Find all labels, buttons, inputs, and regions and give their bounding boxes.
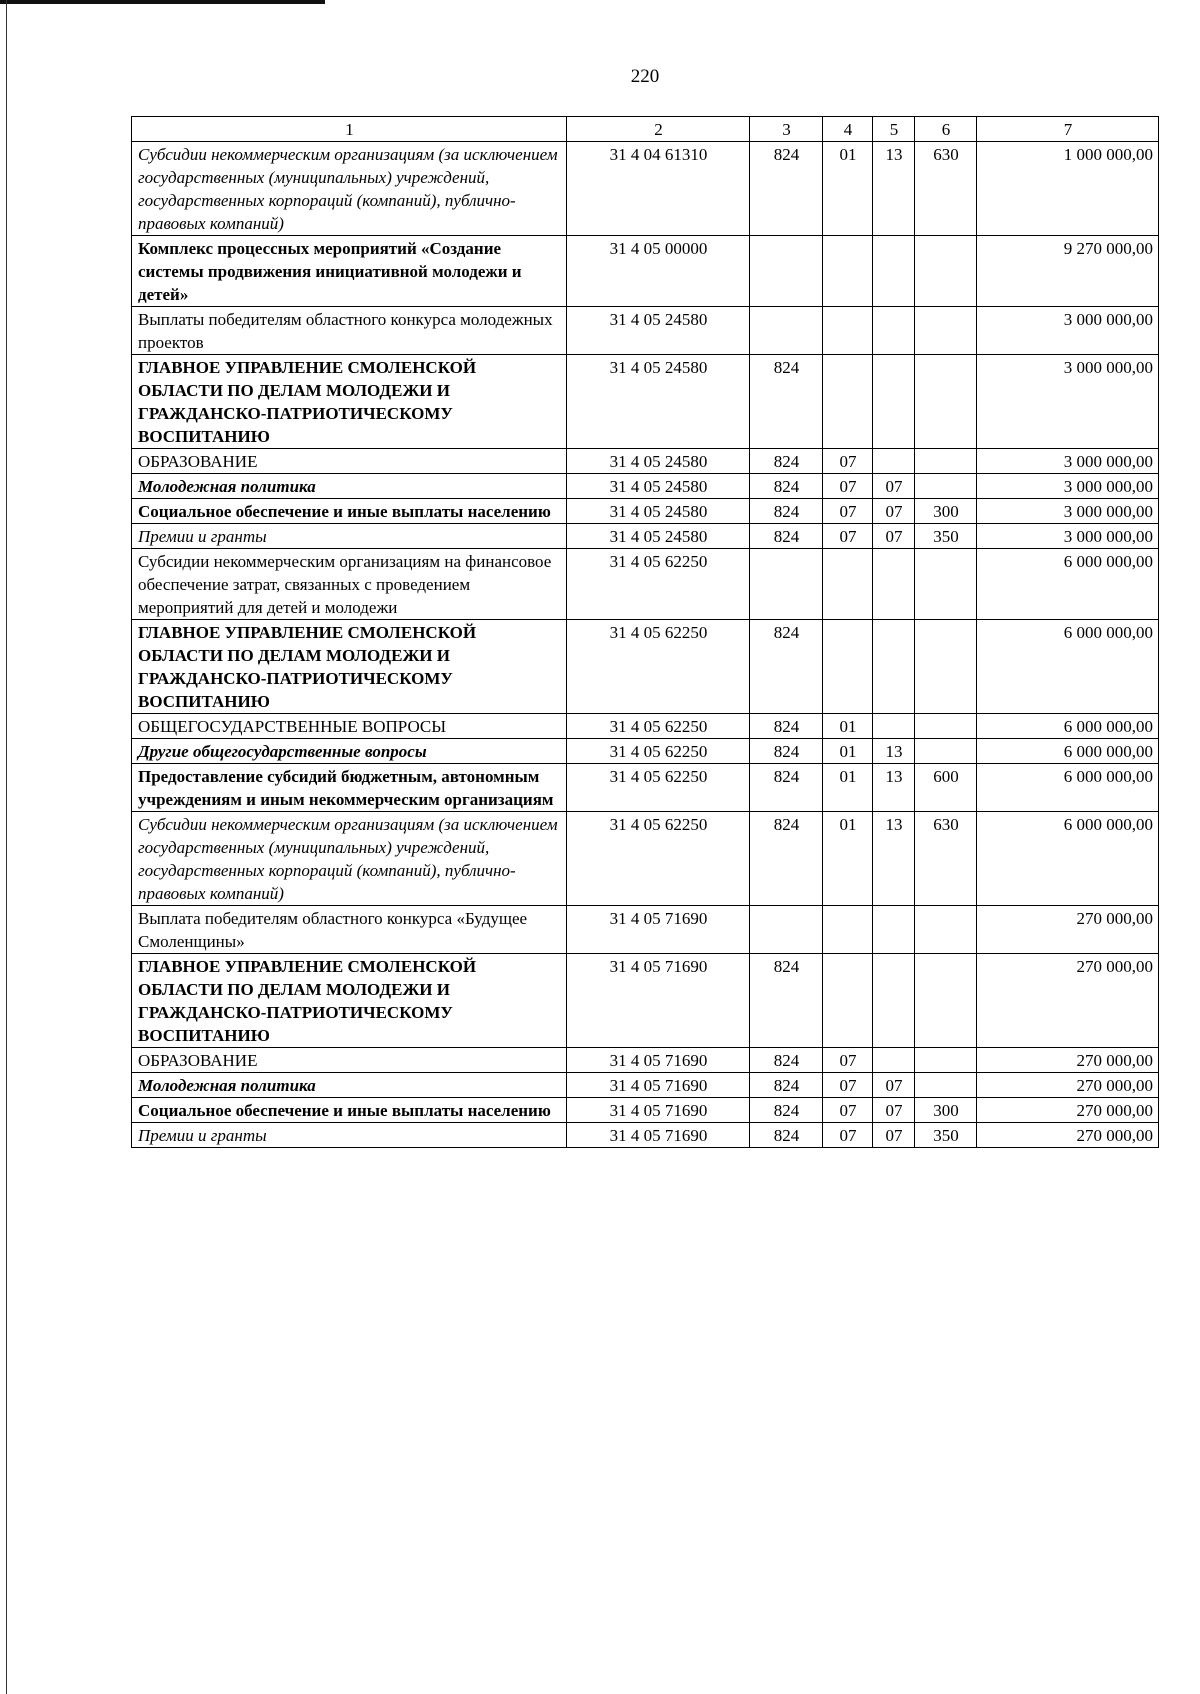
grbs-code-cell: 824 bbox=[750, 739, 823, 764]
section-code-cell: 01 bbox=[823, 739, 873, 764]
subsection-code-cell: 07 bbox=[873, 499, 915, 524]
amount-cell: 6 000 000,00 bbox=[977, 714, 1159, 739]
expense-type-cell bbox=[915, 474, 977, 499]
grbs-code-cell: 824 bbox=[750, 812, 823, 906]
section-code-cell: 07 bbox=[823, 449, 873, 474]
grbs-code-cell: 824 bbox=[750, 1073, 823, 1098]
grbs-code-cell: 824 bbox=[750, 954, 823, 1048]
expense-type-cell: 350 bbox=[915, 524, 977, 549]
expense-type-cell bbox=[915, 549, 977, 620]
section-code-cell: 07 bbox=[823, 1073, 873, 1098]
grbs-code-cell: 824 bbox=[750, 1123, 823, 1148]
header-cell: 1 bbox=[132, 117, 567, 142]
grbs-code-cell: 824 bbox=[750, 1098, 823, 1123]
grbs-code-cell: 824 bbox=[750, 764, 823, 812]
target-code-cell: 31 4 05 62250 bbox=[567, 764, 750, 812]
item-name-cell: Выплаты победителям областного конкурса молодежных проектов bbox=[132, 307, 567, 355]
subsection-code-cell: 13 bbox=[873, 764, 915, 812]
item-name-cell: Другие общегосударственные вопросы bbox=[132, 739, 567, 764]
header-cell: 3 bbox=[750, 117, 823, 142]
expense-type-cell bbox=[915, 620, 977, 714]
expense-type-cell bbox=[915, 1073, 977, 1098]
item-name-cell: Молодежная политика bbox=[132, 1073, 567, 1098]
item-name-cell: ГЛАВНОЕ УПРАВЛЕНИЕ СМОЛЕНСКОЙ ОБЛАСТИ ПО ДЕЛАМ МОЛОДЕЖИ И ГРАЖДАНСКО-ПАТРИОТИЧЕСКОМУ ВОСПИТАНИЮ bbox=[132, 620, 567, 714]
table-row bbox=[132, 620, 1159, 714]
section-code-cell: 01 bbox=[823, 812, 873, 906]
grbs-code-cell: 824 bbox=[750, 620, 823, 714]
page-number: 220 bbox=[630, 66, 660, 87]
scan-edge-left bbox=[6, 0, 7, 1694]
item-name-cell: Субсидии некоммерческим организациям (за исключением государственных (муниципальных) учреждений, государственных корпораций (компаний), публично-правовых компаний) bbox=[132, 142, 567, 236]
grbs-code-cell: 824 bbox=[750, 524, 823, 549]
expense-type-cell bbox=[915, 355, 977, 449]
target-code-cell: 31 4 05 24580 bbox=[567, 449, 750, 474]
target-code-cell: 31 4 05 24580 bbox=[567, 355, 750, 449]
item-name-cell: Выплата победителям областного конкурса «Будущее Смоленщины» bbox=[132, 906, 567, 954]
table-row bbox=[132, 906, 1159, 954]
table-row bbox=[132, 812, 1159, 906]
grbs-code-cell: 824 bbox=[750, 355, 823, 449]
amount-cell: 3 000 000,00 bbox=[977, 474, 1159, 499]
subsection-code-cell bbox=[873, 714, 915, 739]
table-body bbox=[132, 142, 1159, 1148]
target-code-cell: 31 4 05 62250 bbox=[567, 620, 750, 714]
expense-type-cell bbox=[915, 906, 977, 954]
subsection-code-cell: 13 bbox=[873, 739, 915, 764]
section-code-cell: 07 bbox=[823, 1048, 873, 1073]
table-row bbox=[132, 307, 1159, 355]
header-cell: 2 bbox=[567, 117, 750, 142]
section-code-cell: 07 bbox=[823, 1123, 873, 1148]
table-row bbox=[132, 1073, 1159, 1098]
subsection-code-cell bbox=[873, 620, 915, 714]
amount-cell: 270 000,00 bbox=[977, 954, 1159, 1048]
table-row bbox=[132, 764, 1159, 812]
section-code-cell: 07 bbox=[823, 499, 873, 524]
amount-cell: 3 000 000,00 bbox=[977, 524, 1159, 549]
target-code-cell: 31 4 05 71690 bbox=[567, 1123, 750, 1148]
item-name-cell: Молодежная политика bbox=[132, 474, 567, 499]
table-header-row bbox=[132, 117, 1159, 142]
subsection-code-cell: 13 bbox=[873, 142, 915, 236]
table-row bbox=[132, 474, 1159, 499]
subsection-code-cell: 07 bbox=[873, 1123, 915, 1148]
section-code-cell bbox=[823, 620, 873, 714]
subsection-code-cell bbox=[873, 355, 915, 449]
amount-cell: 270 000,00 bbox=[977, 1073, 1159, 1098]
target-code-cell: 31 4 05 24580 bbox=[567, 474, 750, 499]
section-code-cell bbox=[823, 954, 873, 1048]
amount-cell: 3 000 000,00 bbox=[977, 499, 1159, 524]
item-name-cell: Социальное обеспечение и иные выплаты населению bbox=[132, 1098, 567, 1123]
target-code-cell: 31 4 05 00000 bbox=[567, 236, 750, 307]
amount-cell: 9 270 000,00 bbox=[977, 236, 1159, 307]
scan-edge-top bbox=[0, 0, 325, 4]
amount-cell: 3 000 000,00 bbox=[977, 449, 1159, 474]
subsection-code-cell: 07 bbox=[873, 1073, 915, 1098]
amount-cell: 3 000 000,00 bbox=[977, 307, 1159, 355]
header-cell: 6 bbox=[915, 117, 977, 142]
target-code-cell: 31 4 04 61310 bbox=[567, 142, 750, 236]
subsection-code-cell bbox=[873, 954, 915, 1048]
grbs-code-cell bbox=[750, 906, 823, 954]
section-code-cell: 01 bbox=[823, 764, 873, 812]
target-code-cell: 31 4 05 62250 bbox=[567, 812, 750, 906]
expense-type-cell: 300 bbox=[915, 499, 977, 524]
amount-cell: 6 000 000,00 bbox=[977, 549, 1159, 620]
section-code-cell bbox=[823, 906, 873, 954]
subsection-code-cell: 07 bbox=[873, 524, 915, 549]
expense-type-cell bbox=[915, 714, 977, 739]
table-row bbox=[132, 739, 1159, 764]
table-row bbox=[132, 954, 1159, 1048]
expense-type-cell bbox=[915, 1048, 977, 1073]
target-code-cell: 31 4 05 71690 bbox=[567, 1073, 750, 1098]
table-row bbox=[132, 714, 1159, 739]
item-name-cell: Субсидии некоммерческим организациям на финансовое обеспечение затрат, связанных с проведением мероприятий для детей и молодежи bbox=[132, 549, 567, 620]
grbs-code-cell bbox=[750, 549, 823, 620]
expense-type-cell bbox=[915, 739, 977, 764]
header-cell: 7 bbox=[977, 117, 1159, 142]
subsection-code-cell bbox=[873, 549, 915, 620]
expense-type-cell bbox=[915, 954, 977, 1048]
section-code-cell: 07 bbox=[823, 474, 873, 499]
header-cell: 5 bbox=[873, 117, 915, 142]
section-code-cell bbox=[823, 307, 873, 355]
amount-cell: 6 000 000,00 bbox=[977, 739, 1159, 764]
section-code-cell bbox=[823, 236, 873, 307]
item-name-cell: ОБРАЗОВАНИЕ bbox=[132, 449, 567, 474]
grbs-code-cell bbox=[750, 307, 823, 355]
target-code-cell: 31 4 05 24580 bbox=[567, 307, 750, 355]
item-name-cell: Социальное обеспечение и иные выплаты населению bbox=[132, 499, 567, 524]
target-code-cell: 31 4 05 62250 bbox=[567, 714, 750, 739]
grbs-code-cell: 824 bbox=[750, 449, 823, 474]
target-code-cell: 31 4 05 71690 bbox=[567, 1048, 750, 1073]
item-name-cell: Комплекс процессных мероприятий «Создание системы продвижения инициативной молодежи и детей» bbox=[132, 236, 567, 307]
budget-table bbox=[131, 116, 1159, 1148]
amount-cell: 270 000,00 bbox=[977, 906, 1159, 954]
target-code-cell: 31 4 05 62250 bbox=[567, 739, 750, 764]
section-code-cell: 07 bbox=[823, 524, 873, 549]
item-name-cell: ГЛАВНОЕ УПРАВЛЕНИЕ СМОЛЕНСКОЙ ОБЛАСТИ ПО ДЕЛАМ МОЛОДЕЖИ И ГРАЖДАНСКО-ПАТРИОТИЧЕСКОМУ ВОСПИТАНИЮ bbox=[132, 355, 567, 449]
expense-type-cell: 630 bbox=[915, 142, 977, 236]
subsection-code-cell: 07 bbox=[873, 1098, 915, 1123]
amount-cell: 1 000 000,00 bbox=[977, 142, 1159, 236]
amount-cell: 270 000,00 bbox=[977, 1048, 1159, 1073]
amount-cell: 270 000,00 bbox=[977, 1123, 1159, 1148]
grbs-code-cell: 824 bbox=[750, 714, 823, 739]
target-code-cell: 31 4 05 24580 bbox=[567, 524, 750, 549]
table-row bbox=[132, 355, 1159, 449]
expense-type-cell bbox=[915, 307, 977, 355]
table-row bbox=[132, 236, 1159, 307]
expense-type-cell: 630 bbox=[915, 812, 977, 906]
subsection-code-cell bbox=[873, 1048, 915, 1073]
table-row bbox=[132, 1098, 1159, 1123]
grbs-code-cell: 824 bbox=[750, 474, 823, 499]
section-code-cell: 07 bbox=[823, 1098, 873, 1123]
item-name-cell: ГЛАВНОЕ УПРАВЛЕНИЕ СМОЛЕНСКОЙ ОБЛАСТИ ПО ДЕЛАМ МОЛОДЕЖИ И ГРАЖДАНСКО-ПАТРИОТИЧЕСКОМУ ВОСПИТАНИЮ bbox=[132, 954, 567, 1048]
subsection-code-cell bbox=[873, 236, 915, 307]
item-name-cell: ОБЩЕГОСУДАРСТВЕННЫЕ ВОПРОСЫ bbox=[132, 714, 567, 739]
item-name-cell: Премии и гранты bbox=[132, 524, 567, 549]
table-row bbox=[132, 142, 1159, 236]
section-code-cell bbox=[823, 355, 873, 449]
amount-cell: 270 000,00 bbox=[977, 1098, 1159, 1123]
section-code-cell bbox=[823, 549, 873, 620]
table-row bbox=[132, 1123, 1159, 1148]
table-row bbox=[132, 449, 1159, 474]
target-code-cell: 31 4 05 71690 bbox=[567, 906, 750, 954]
grbs-code-cell bbox=[750, 236, 823, 307]
item-name-cell: ОБРАЗОВАНИЕ bbox=[132, 1048, 567, 1073]
expense-type-cell: 600 bbox=[915, 764, 977, 812]
amount-cell: 3 000 000,00 bbox=[977, 355, 1159, 449]
grbs-code-cell: 824 bbox=[750, 142, 823, 236]
expense-type-cell: 350 bbox=[915, 1123, 977, 1148]
expense-type-cell: 300 bbox=[915, 1098, 977, 1123]
expense-type-cell bbox=[915, 236, 977, 307]
amount-cell: 6 000 000,00 bbox=[977, 620, 1159, 714]
table-row bbox=[132, 499, 1159, 524]
item-name-cell: Премии и гранты bbox=[132, 1123, 567, 1148]
section-code-cell: 01 bbox=[823, 714, 873, 739]
subsection-code-cell bbox=[873, 307, 915, 355]
header-cell: 4 bbox=[823, 117, 873, 142]
amount-cell: 6 000 000,00 bbox=[977, 764, 1159, 812]
item-name-cell: Предоставление субсидий бюджетным, автономным учреждениям и иным некоммерческим организациям bbox=[132, 764, 567, 812]
target-code-cell: 31 4 05 71690 bbox=[567, 1098, 750, 1123]
table-row bbox=[132, 524, 1159, 549]
subsection-code-cell bbox=[873, 906, 915, 954]
table-row bbox=[132, 1048, 1159, 1073]
section-code-cell: 01 bbox=[823, 142, 873, 236]
target-code-cell: 31 4 05 62250 bbox=[567, 549, 750, 620]
subsection-code-cell: 13 bbox=[873, 812, 915, 906]
grbs-code-cell: 824 bbox=[750, 499, 823, 524]
item-name-cell: Субсидии некоммерческим организациям (за исключением государственных (муниципальных) учреждений, государственных корпораций (компаний), публично-правовых компаний) bbox=[132, 812, 567, 906]
target-code-cell: 31 4 05 71690 bbox=[567, 954, 750, 1048]
amount-cell: 6 000 000,00 bbox=[977, 812, 1159, 906]
target-code-cell: 31 4 05 24580 bbox=[567, 499, 750, 524]
grbs-code-cell: 824 bbox=[750, 1048, 823, 1073]
subsection-code-cell: 07 bbox=[873, 474, 915, 499]
subsection-code-cell bbox=[873, 449, 915, 474]
table-row bbox=[132, 549, 1159, 620]
expense-type-cell bbox=[915, 449, 977, 474]
